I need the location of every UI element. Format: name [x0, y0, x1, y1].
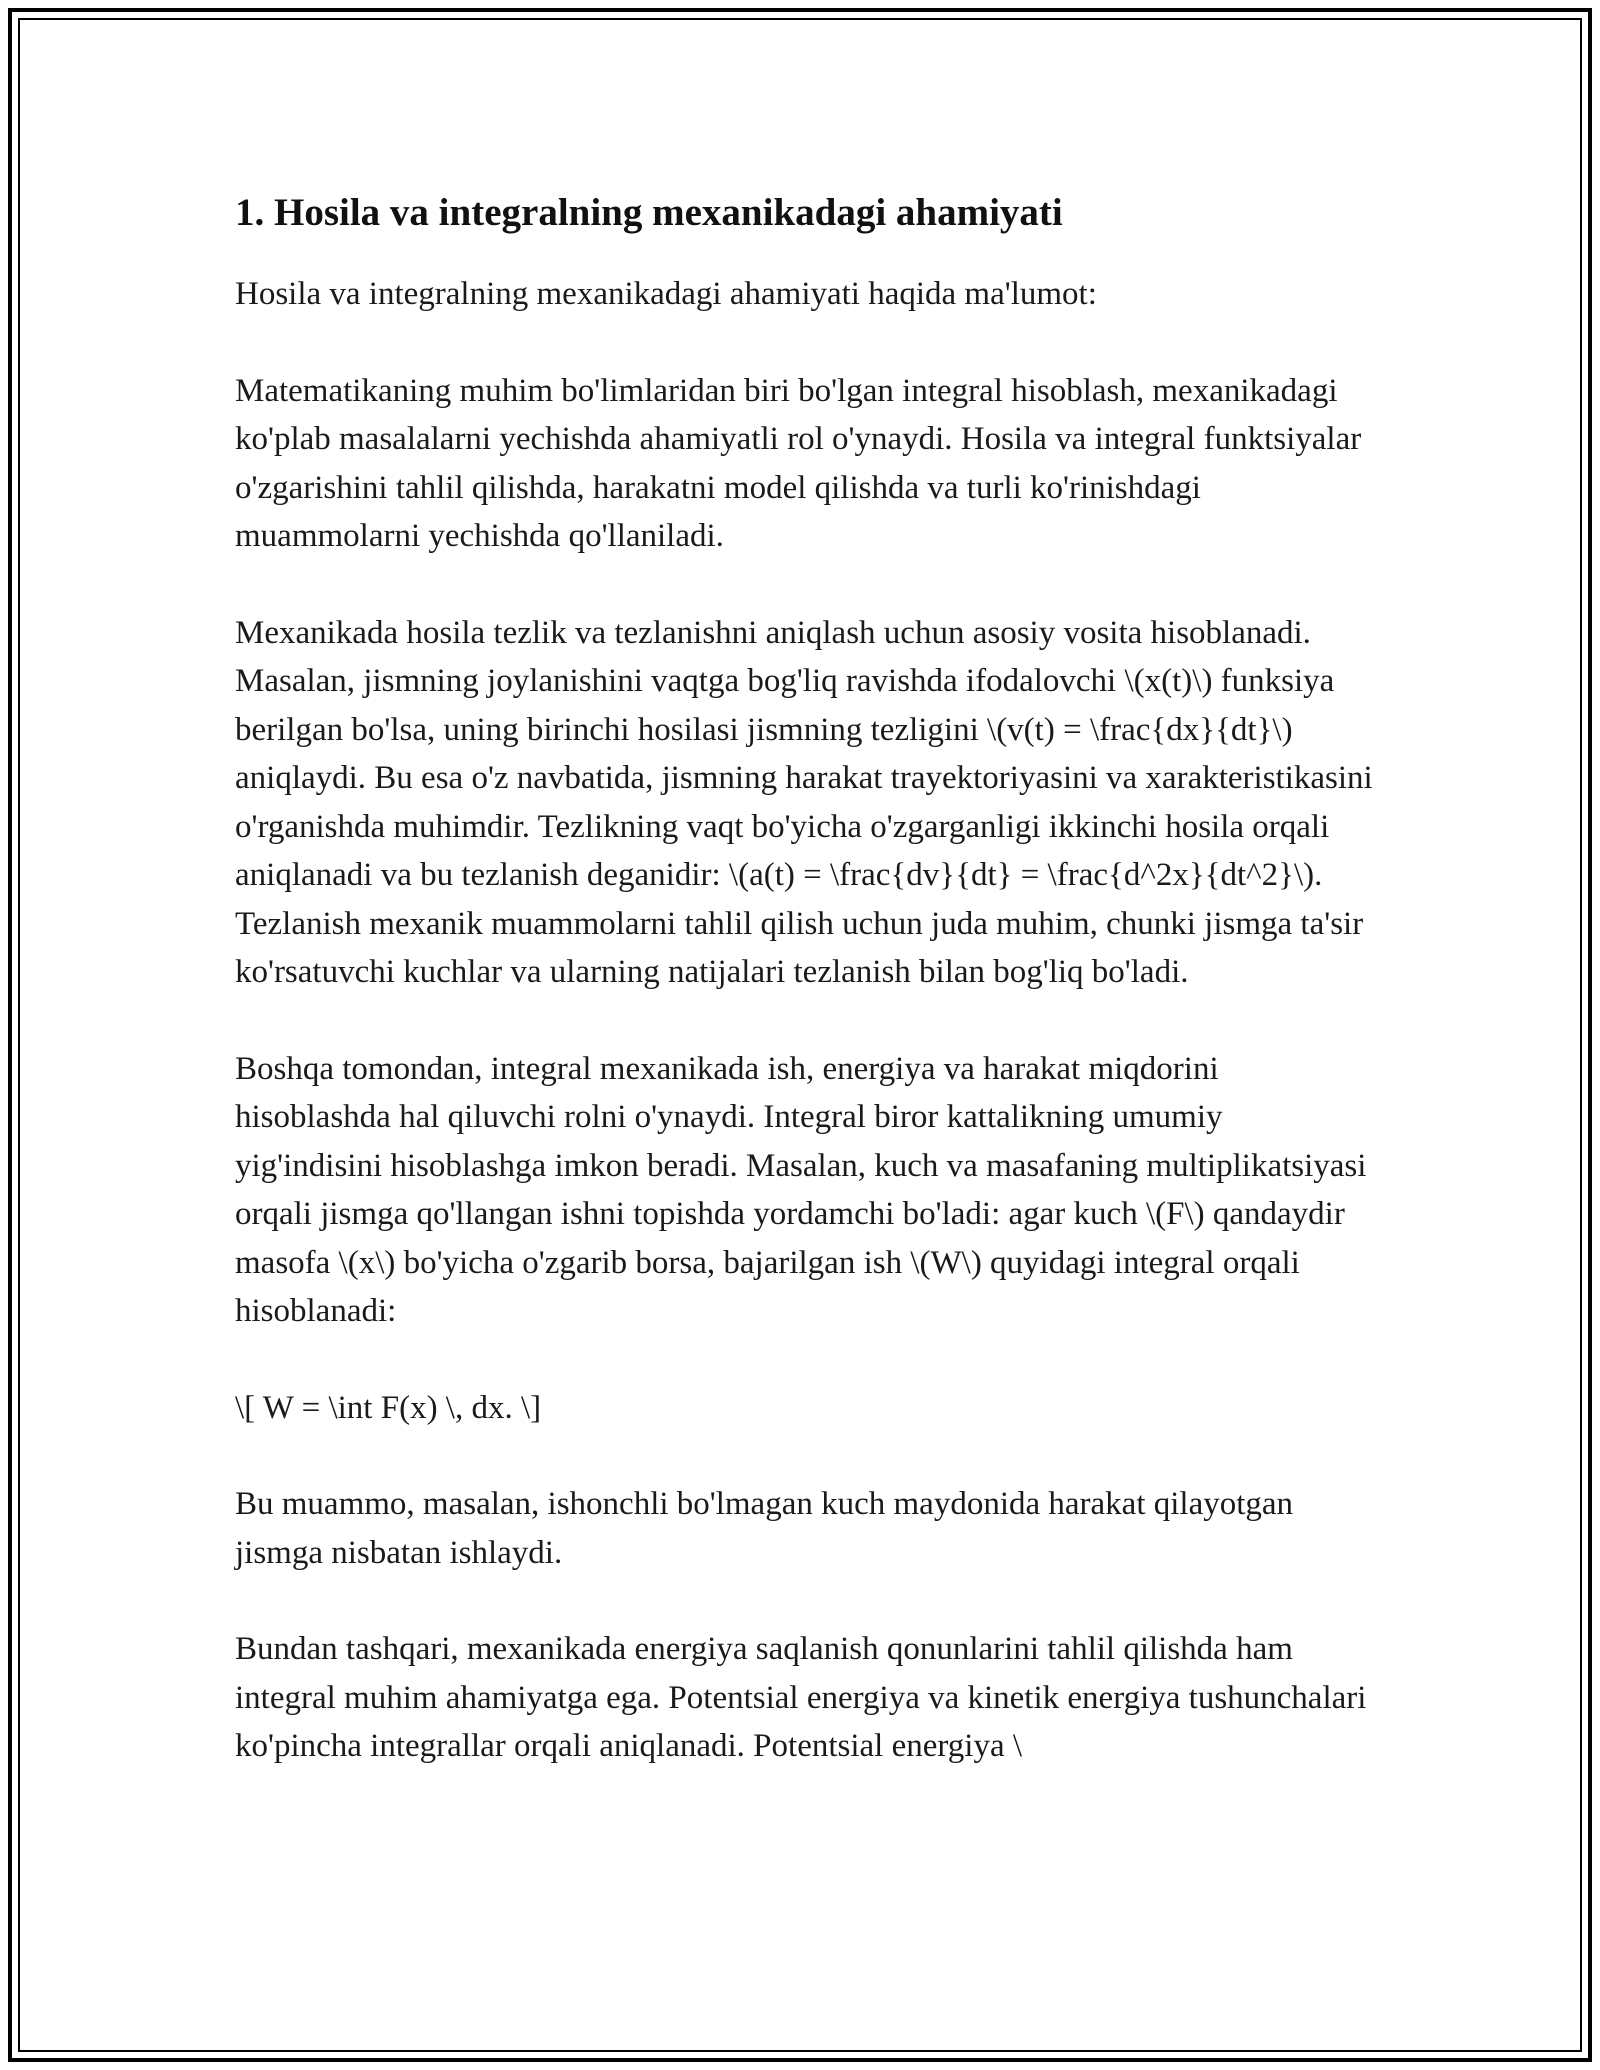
document-title: 1. Hosila va integralning mexanikadagi ahamiyati — [235, 191, 1063, 234]
paragraph-overview: Matematikaning muhim bo'limlaridan biri bo'lgan integral hisoblash, mexanikadagi ko'plab masalalarni yechishda ahamiyatli rol o'ynaydi. Hosila va integral funktsiyalar o'zgarishini tahlil qilishda, harakatni model qilishda va turli ko'rinishdagi muammolarni yechishda qo'llaniladi. — [235, 372, 1362, 554]
document-body — [235, 188, 1375, 1819]
paragraph-integral: Boshqa tomondan, integral mexanikada ish, energiya va harakat miqdorini hisoblashda hal qiluvchi rolni o'ynaydi. Integral biror kattalikning umumiy yig'indisini hisoblashga imkon beradi. Masalan, kuch va masafaning multiplikatsiyasi orqali jismga qo'llangan ishni topishda yordamchi bo'ladi: agar kuch \(F\) qandaydir masofa \(x\) bo'yicha o'zgarib borsa, bajarilgan ish \(W\) quyidagi integral orqali hisoblanadi: — [235, 1050, 1367, 1329]
paragraph-intro: Hosila va integralning mexanikadagi ahamiyati haqida ma'lumot: — [235, 276, 1097, 312]
paragraph-force-field: Bu muammo, masalan, ishonchli bo'lmagan kuch maydonida harakat qilayotgan jismga nisbatan ishlaydi. — [235, 1486, 1294, 1571]
paragraph-derivative: Mexanikada hosila tezlik va tezlanishni aniqlash uchun asosiy vosita hisoblanadi. Masalan, jismning joylanishini vaqtga bog'liq ravishda ifodalovchi \(x(t)\) funksiya berilgan bo'lsa, uning birinchi hosilasi jismning tezligini \(v(t) = \frac{dx}{dt}\) aniqlaydi. Bu esa o'z navbatida, jismning harakat trayektoriyasini va xarakteristikasini o'rganishda muhimdir. Tezlikning vaqt bo'yicha o'zgarganligi ikkinchi hosila orqali aniqlanadi va bu tezlanish deganidir: \(a(t) = \frac{dv}{dt} = \frac{d^2x}{dt^2}\). Tezlanish mexanik muammolarni tahlil qilish uchun juda muhim, chunki jismga ta'sir ko'rsatuvchi kuchlar va ularning natijalari tezlanish bilan bog'liq bo'ladi. — [235, 614, 1373, 990]
equation-work: \[ W = \int F(x) \, dx. \] — [235, 1389, 542, 1426]
paragraph-energy: Bundan tashqari, mexanikada energiya saqlanish qonunlarini tahlil qilishda ham integral muhim ahamiyatga ega. Potentsial energiya va kinetik energiya tushunchalari ko'pincha integrallar orqali aniqlanadi. Potentsial energiya \ — [235, 1631, 1367, 1764]
